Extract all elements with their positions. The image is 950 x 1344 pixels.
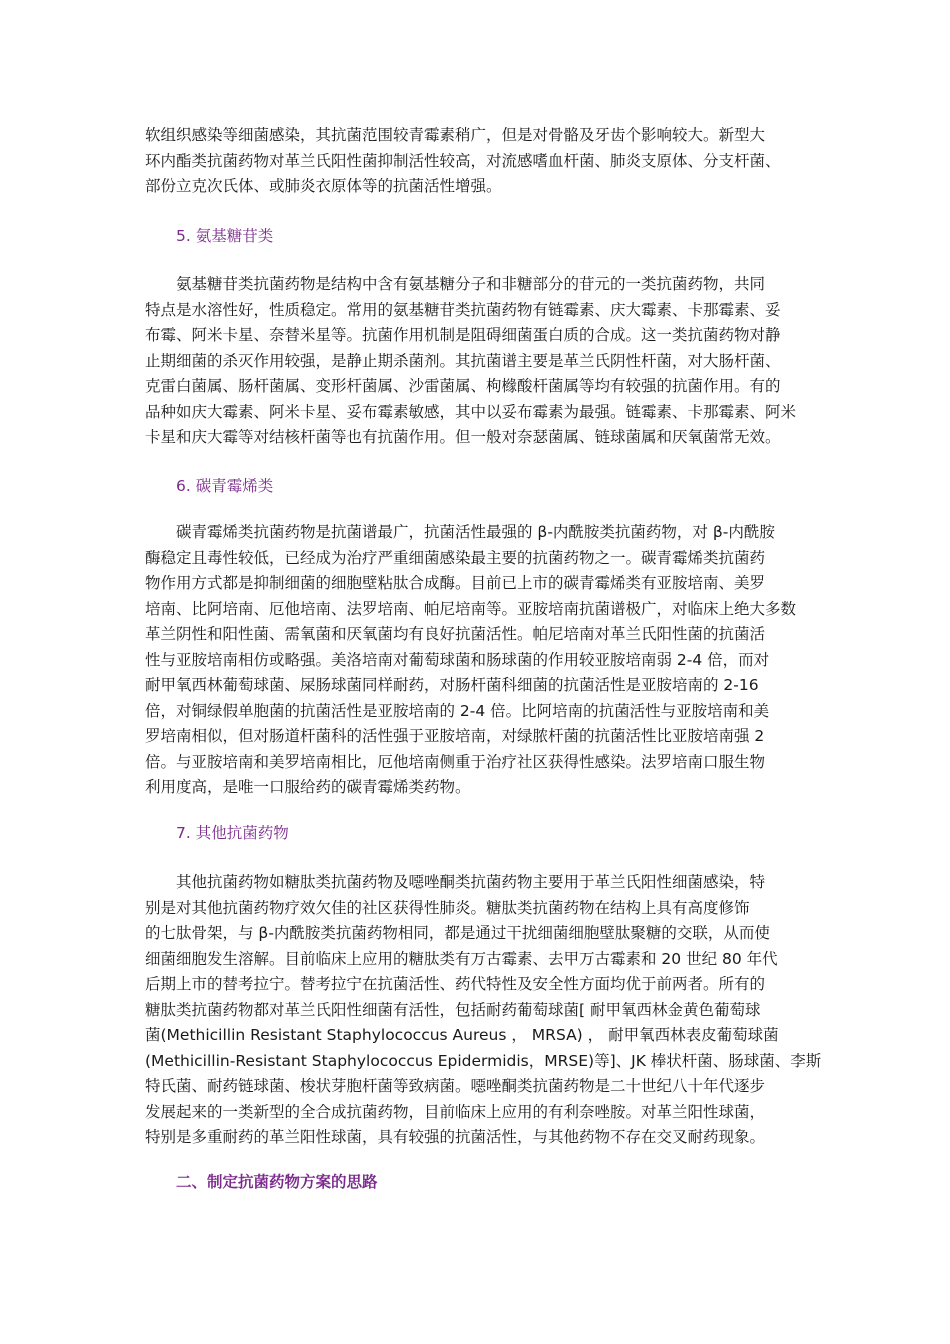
text-line: 品种如庆大霉素、阿米卡星、妥布霉素敏感，其中以妥布霉素为最强。链霉素、卡那霉素、阿米 (145, 402, 797, 421)
text-line: 卡星和庆大霉等对结核杆菌等也有抗菌作用。但一般对奈瑟菌属、链球菌属和厌氧菌常无效。 (145, 428, 781, 446)
paragraph-macrolide-continued (145, 123, 835, 200)
text-line: 克雷白菌属、肠杆菌属、变形杆菌属、沙雷菌属、枸橼酸杆菌属等均有较强的抗菌作用。有的 (145, 377, 781, 395)
text-line: 别是对其他抗菌药物疗效欠佳的社区获得性肺炎。糖肽类抗菌药物在结构上具有高度修饰 (145, 898, 750, 917)
text-line: 环内酯类抗菌药物对革兰氏阳性菌抑制活性较高，对流感嗜血杆菌、肺炎支原体、分支杆菌、 (145, 151, 781, 170)
text-line: 后期上市的替考拉宁。替考拉宁在抗菌活性、药代特性及安全性方面均优于前两者。所有的 (145, 975, 766, 993)
text-line: 物作用方式都是抑制细菌的细胞壁粘肽合成酶。目前已上市的碳青霉烯类有亚胺培南、美罗 (145, 574, 766, 592)
text-line: 利用度高，是唯一口服给药的碳青霉烯类药物。 (145, 778, 471, 796)
text-line: 其他抗菌药物如糖肽类抗菌药物及噁唑酮类抗菌药物主要用于革兰氏阳性细菌感染，特 (145, 873, 766, 891)
text-line: 特点是水溶性好，性质稳定。常用的氨基糖苷类抗菌药物有链霉素、庆大霉素、卡那霉素、妥 (145, 300, 781, 319)
text-line: 倍。与亚胺培南和美罗培南相比，厄他培南侧重于治疗社区获得性感染。法罗培南口服生物 (145, 752, 766, 771)
heading-section-two: 二、制定抗菌药物方案的思路 (176, 1173, 378, 1191)
text-line: 糖肽类抗菌药物都对革兰氏阳性细菌有活性，包括耐药葡萄球菌[ 耐甲氧西林金黄色葡萄球 (145, 1000, 761, 1019)
text-line: 罗培南相似，但对肠道杆菌科的活性强于亚胺培南，对绿脓杆菌的抗菌活性比亚胺培南强 2 (145, 727, 765, 745)
text-line: 性与亚胺培南相仿或略强。美洛培南对葡萄球菌和肠球菌的作用较亚胺培南弱 2-4 倍，而对 (145, 650, 770, 669)
text-line: 止期细菌的杀灭作用较强，是静止期杀菌剂。其抗菌谱主要是革兰氏阴性杆菌，对大肠杆菌、 (145, 351, 781, 370)
heading-aminoglycosides: 5. 氨基糖苷类 (176, 227, 274, 245)
heading-carbapenems: 6. 碳青霉烯类 (176, 477, 274, 495)
text-line: 培南、比阿培南、厄他培南、法罗培南、帕尼培南等。亚胺培南抗菌谱极广，对临床上绝大多数 (145, 599, 797, 618)
text-line: 细菌细胞发生溶解。目前临床上应用的糖肽类有万古霉素、去甲万古霉素和 20 世纪 80 年代 (145, 949, 778, 968)
text-line: 革兰阴性和阳性菌、需氧菌和厌氧菌均有良好抗菌活性。帕尼培南对革兰氏阳性菌的抗菌活 (145, 625, 766, 643)
text-line: 软组织感染等细菌感染，其抗菌范围较青霉素稍广，但是对骨骼及牙齿个影响较大。新型大 (145, 126, 766, 144)
paragraph-aminoglycosides (145, 272, 835, 451)
paragraph-other-antibacterials (145, 870, 835, 1151)
text-line: 布霉、阿米卡星、奈替米星等。抗菌作用机制是阻碍细菌蛋白质的合成。这一类抗菌药物对静 (145, 326, 781, 344)
text-line: 发展起来的一类新型的全合成抗菌药物，目前临床上应用的有利奈唑胺。对革兰阳性球菌， (145, 1102, 766, 1121)
text-line: 的七肽骨架，与 β-内酰胺类抗菌药物相同，都是通过干扰细菌细胞壁肽聚糖的交联，从而使 (145, 924, 770, 942)
text-line: 菌(Methicillin Resistant Staphylococcus Aureus ， MRSA) ， 耐甲氧西林表皮葡萄球菌 (145, 1026, 779, 1044)
text-line: 氨基糖苷类抗菌药物是结构中含有氨基糖分子和非糖部分的苷元的一类抗菌药物，共同 (145, 275, 766, 293)
paragraph-carbapenems (145, 520, 835, 801)
text-line: 酶稳定且毒性较低，已经成为治疗严重细菌感染最主要的抗菌药物之一。碳青霉烯类抗菌药 (145, 548, 766, 567)
heading-other-antibacterials: 7. 其他抗菌药物 (176, 824, 289, 842)
text-line: 特别是多重耐药的革兰阳性球菌，具有较强的抗菌活性，与其他药物不存在交叉耐药现象。 (145, 1128, 766, 1146)
text-line: 倍，对铜绿假单胞菌的抗菌活性是亚胺培南的 2-4 倍。比阿培南的抗菌活性与亚胺培南和美 (145, 701, 770, 720)
text-line: 部份立克次氏体、或肺炎衣原体等的抗菌活性增强。 (145, 177, 502, 195)
text-line: (Methicillin-Resistant Staphylococcus Epidermidis，MRSE)等]、JK 棒状杆菌、肠球菌、李斯 (145, 1051, 822, 1070)
text-line: 碳青霉烯类抗菌药物是抗菌谱最广，抗菌活性最强的 β-内酰胺类抗菌药物，对 β-内酰胺 (145, 523, 775, 541)
text-line: 特氏菌、耐药链球菌、梭状芽胞杆菌等致病菌。噁唑酮类抗菌药物是二十世纪八十年代逐步 (145, 1077, 766, 1095)
text-line: 耐甲氧西林葡萄球菌、屎肠球菌同样耐药，对肠杆菌科细菌的抗菌活性是亚胺培南的 2-16 (145, 676, 759, 694)
